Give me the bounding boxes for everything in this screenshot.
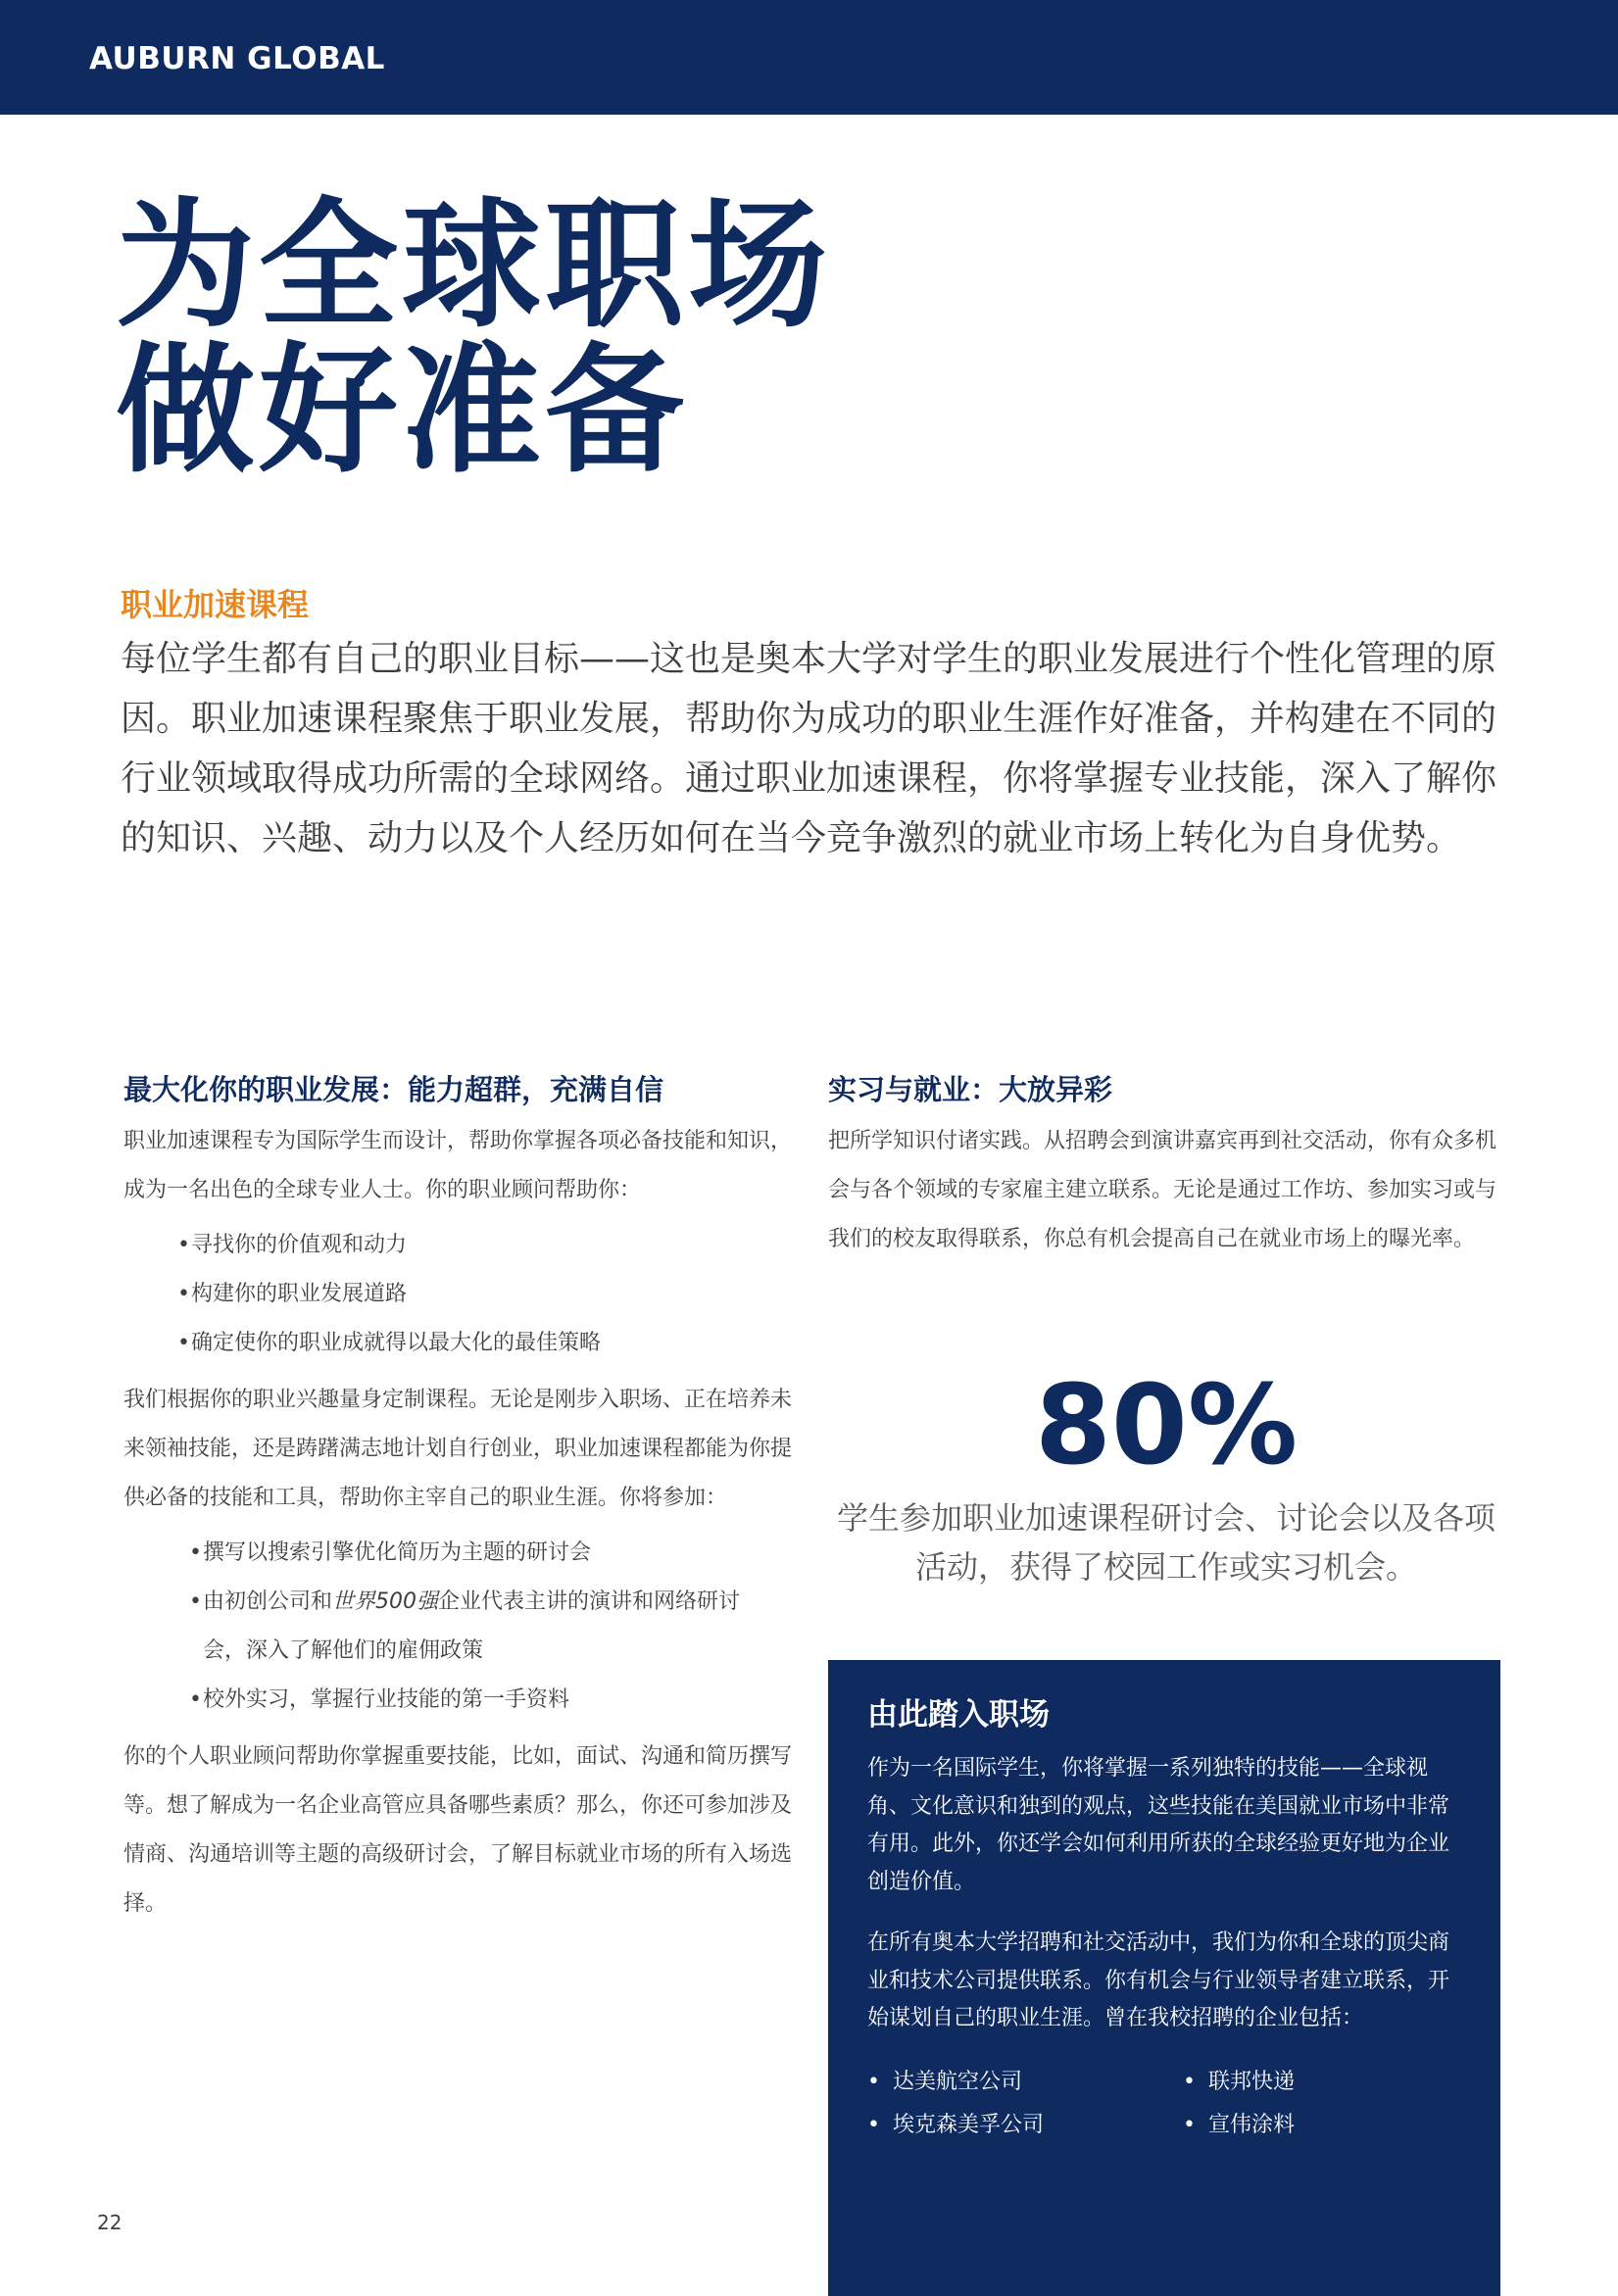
career-entry-box: [828, 1660, 1500, 2296]
box-paragraph-1: 作为一名国际学生，你将掌握一系列独特的技能——全球视角、文化意识和独到的观点，这些技能在美国就业市场中非常有用。此外，你还学会如何利用所获的全球经验更好地为企业创造价值。: [867, 1756, 1450, 1894]
statistic-caption-line: 活动，获得了校园工作或实习机会。: [914, 1548, 1417, 1586]
intro-paragraph: 每位学生都有自己的职业目标——这也是奥本大学对学生的职业发展进行个性化管理的原因。职业加速课程聚焦于职业发展，帮助你为成功的职业生涯作好准备，并构建在不同的行业领域取得成功所需的全球网络。通过职业加速课程，你将掌握专业技能，深入了解你的知识、兴趣、动力以及个人经历如何在当今竞争激烈的就业市场上转化为自身优势。: [121, 639, 1497, 858]
activities-bullet-list: [123, 1529, 796, 1725]
left-column: [123, 1070, 796, 1929]
right-heading: 实习与就业：大放异彩: [828, 1073, 1113, 1106]
list-item-continuation: 会，深入了解他们的雇佣政策: [203, 1638, 484, 1663]
page-headline: [116, 185, 831, 492]
company-item: • 联邦快递: [1183, 2064, 1465, 2101]
statistic-caption-line: 学生参加职业加速课程研讨会、讨论会以及各项: [836, 1499, 1495, 1537]
box-paragraph-2: 在所有奥本大学招聘和社交活动中，我们为你和全球的顶尖商业和技术公司提供联系。你有机会与行业领导者建立联系，开始谋划自己的职业生涯。曾在我校招聘的企业包括：: [867, 1930, 1450, 2030]
brand-name: AUBURN GLOBAL: [89, 41, 385, 76]
right-column: [828, 1070, 1504, 1264]
right-paragraph-1: 把所学知识付诸实践。从招聘会到演讲嘉宾再到社交活动，你有众多机会与各个领域的专家雇主建立联系。无论是通过工作坊、参加实习或与我们的校友取得联系，你总有机会提高自己在就业市场上的曝光率。: [828, 1129, 1497, 1251]
left-paragraph-1: 职业加速课程专为国际学生而设计，帮助你掌握各项必备技能和知识，成为一名出色的全球专业人士。你的职业顾问帮助你：: [123, 1129, 793, 1202]
left-paragraph-3: 你的个人职业顾问帮助你掌握重要技能，比如，面试、沟通和简历撰写等。想了解成为一名企业高管应具备哪些素质？那么，你还可参加涉及情商、沟通培训等主题的高级研讨会，了解目标就业市场的所有入场选择。: [123, 1744, 793, 1916]
statistic-value: 80%: [1034, 1362, 1299, 1490]
list-item-text: 企业代表主讲的演讲和网络研讨: [438, 1589, 741, 1614]
box-title: 由此踏入职场: [867, 1697, 1050, 1733]
statistic-caption: [828, 1493, 1504, 1591]
header-bar: [0, 0, 1618, 115]
list-item: • 寻找你的价值观和动力: [177, 1221, 796, 1270]
company-list: [867, 2064, 1465, 2144]
list-item-text: 由初创公司和: [203, 1589, 333, 1614]
list-item: • 撰写以搜索引擎优化简历为主题的研讨会: [189, 1529, 796, 1578]
box-body: [867, 1750, 1465, 2062]
section-label: 职业加速课程: [121, 586, 310, 623]
page-number: 22: [97, 2211, 123, 2234]
list-item: • 构建你的职业发展道路: [177, 1270, 796, 1319]
advisor-bullet-list: [123, 1221, 796, 1368]
company-item: • 宣伟涂料: [1183, 2107, 1465, 2144]
company-item: • 埃克森美孚公司: [867, 2107, 1183, 2144]
left-heading: 最大化你的职业发展：能力超群，充满自信: [123, 1073, 664, 1106]
list-item: [189, 1578, 796, 1676]
statistic-callout: [828, 1362, 1504, 1591]
headline-line-1: 为全球职场: [116, 185, 831, 347]
list-item: • 确定使你的职业成就得以最大化的最佳策略: [177, 1319, 796, 1368]
company-item: • 达美航空公司: [867, 2064, 1183, 2101]
left-paragraph-2: 我们根据你的职业兴趣量身定制课程。无论是刚步入职场、正在培养未来领袖技能，还是踌躇满志地计划自行创业，职业加速课程都能为你提供必备的技能和工具，帮助你主宰自己的职业生涯。你将参加：: [123, 1388, 793, 1510]
list-item-emphasis: 世界500强: [332, 1589, 439, 1614]
headline-line-2: 做好准备: [116, 330, 688, 492]
list-item: • 校外实习，掌握行业技能的第一手资料: [189, 1676, 796, 1725]
